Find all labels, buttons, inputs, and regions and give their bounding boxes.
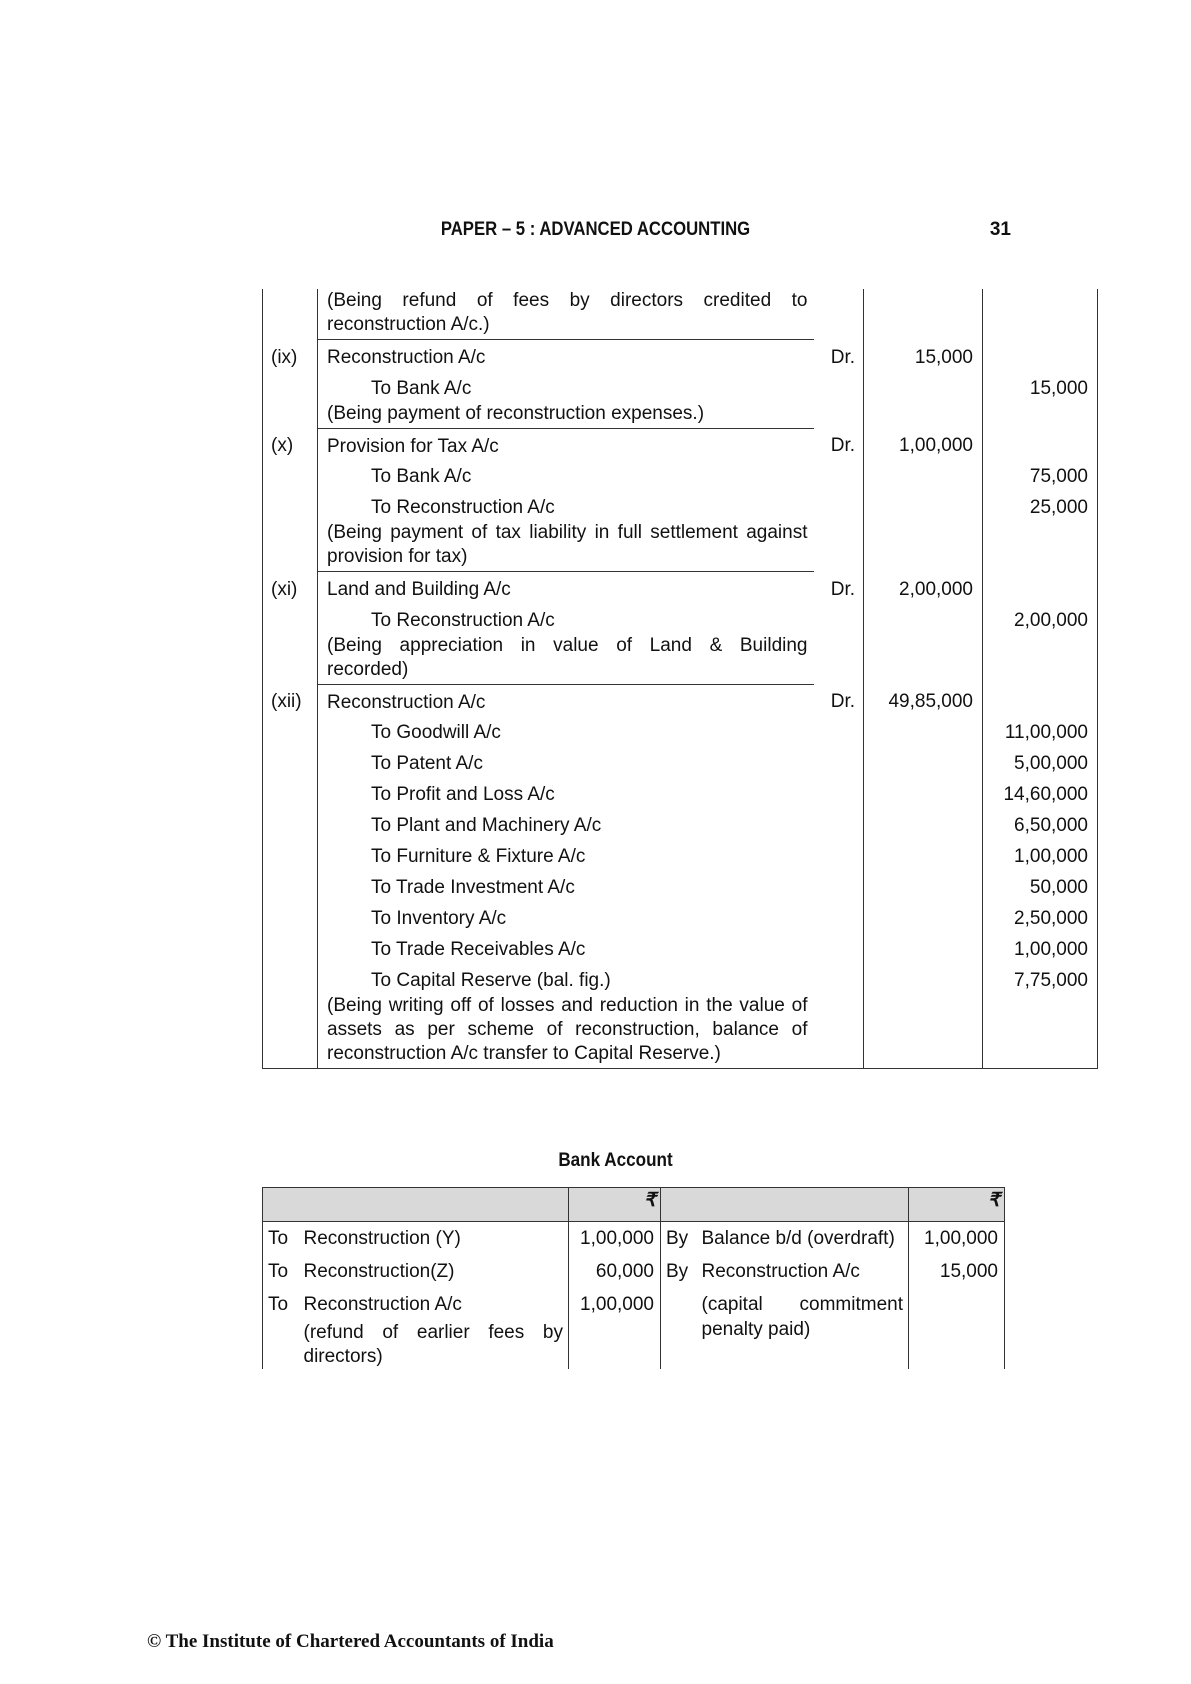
credit-amount: 15,000 <box>983 371 1098 402</box>
debit-amount: 60,000 <box>569 1255 661 1288</box>
credit-account: To Bank A/c <box>371 377 472 399</box>
debit-amount: 2,00,000 <box>864 572 983 603</box>
entry-number: (xi) <box>263 572 318 603</box>
credit-amount: 50,000 <box>983 870 1098 901</box>
credit-amount: 25,000 <box>983 490 1098 521</box>
credit-amount: 6,50,000 <box>983 808 1098 839</box>
journal-credit-row <box>263 932 1098 963</box>
bank-account-title: Bank Account <box>558 1150 673 1171</box>
journal-credit-row <box>263 746 1098 777</box>
debit-prefix: To <box>263 1255 299 1288</box>
credit-note: (capital commitment penalty paid) <box>701 1293 903 1340</box>
entry-number: (x) <box>263 428 318 459</box>
narration-text: (Being payment of tax liability in full settlement against provision for tax) <box>318 521 814 572</box>
debit-amount: 1,00,000 <box>569 1222 661 1255</box>
bank-row <box>263 1255 1005 1288</box>
narration-text: (Being writing off of losses and reduction in the value of assets as per scheme of reconstruction, balance of reconstruction A/c transfer to Capital Reserve.) <box>318 994 814 1069</box>
bank-row <box>263 1222 1005 1255</box>
journal-credit-row <box>263 490 1098 521</box>
debit-particular: Reconstruction A/c <box>303 1293 462 1315</box>
journal-credit-row <box>263 870 1098 901</box>
journal-credit-row <box>263 371 1098 402</box>
narration-text: (Being payment of reconstruction expenses.) <box>318 402 814 429</box>
debit-particular: Reconstruction (Y) <box>303 1228 461 1249</box>
debit-prefix: To <box>263 1288 299 1369</box>
debit-account: Reconstruction A/c <box>318 340 814 371</box>
journal-entry-row <box>263 572 1098 603</box>
dr-label: Dr. <box>830 691 855 712</box>
rupee-symbol-icon: ₹ <box>569 1188 661 1222</box>
credit-account: To Goodwill A/c <box>371 722 501 743</box>
credit-account: To Furniture & Fixture A/c <box>371 846 586 867</box>
journal-credit-row <box>263 839 1098 870</box>
credit-prefix: By <box>661 1222 697 1255</box>
credit-amount: 14,60,000 <box>983 777 1098 808</box>
credit-account: To Inventory A/c <box>371 908 507 929</box>
dr-label: Dr. <box>830 435 855 456</box>
credit-account: To Patent A/c <box>371 753 483 774</box>
journal-narration-row <box>263 994 1098 1069</box>
credit-amount: 7,75,000 <box>983 963 1098 994</box>
debit-note: (refund of earlier fees by directors) <box>303 1321 563 1367</box>
dr-label: Dr. <box>830 578 855 600</box>
journal-credit-row <box>263 603 1098 634</box>
entry-number: (xii) <box>263 684 318 715</box>
journal-table <box>262 289 1098 1069</box>
page-number: 31 <box>989 219 1011 240</box>
credit-amount: 2,00,000 <box>983 603 1098 634</box>
journal-credit-row <box>263 963 1098 994</box>
debit-amount: 49,85,000 <box>864 684 983 715</box>
bank-row <box>263 1288 1005 1369</box>
rupee-symbol-icon: ₹ <box>909 1188 1005 1222</box>
debit-amount: 1,00,000 <box>864 428 983 459</box>
journal-narration-row <box>263 521 1098 572</box>
journal-entry-row <box>263 340 1098 371</box>
journal-credit-row <box>263 808 1098 839</box>
narration-text: (Being appreciation in value of Land & Building recorded) <box>318 634 814 685</box>
credit-account: To Plant and Machinery A/c <box>371 815 602 836</box>
debit-account: Reconstruction A/c <box>318 684 814 715</box>
journal-credit-row <box>263 777 1098 808</box>
bank-header-row <box>263 1188 1005 1222</box>
copyright-footer: © The Institute of Chartered Accountants of India <box>147 1631 554 1652</box>
credit-account: To Trade Investment A/c <box>371 877 575 898</box>
credit-amount: 11,00,000 <box>983 715 1098 746</box>
credit-account: To Profit and Loss A/c <box>371 784 555 805</box>
journal-entry-row <box>263 684 1098 715</box>
credit-account: To Reconstruction A/c <box>371 609 555 631</box>
credit-amount: 5,00,000 <box>983 746 1098 777</box>
credit-amount: 15,000 <box>909 1255 1005 1288</box>
credit-amount: 75,000 <box>983 459 1098 490</box>
narration-text: (Being refund of fees by directors credited to reconstruction A/c.) <box>318 289 814 340</box>
debit-amount: 15,000 <box>864 340 983 371</box>
entry-number: (ix) <box>263 340 318 371</box>
debit-amount: 1,00,000 <box>569 1288 661 1369</box>
credit-particular: Balance b/d (overdraft) <box>701 1228 895 1249</box>
journal-credit-row <box>263 459 1098 490</box>
debit-particular-cell <box>299 1288 569 1369</box>
debit-account: Land and Building A/c <box>318 572 814 603</box>
credit-prefix: By <box>661 1255 697 1288</box>
credit-amount: 1,00,000 <box>909 1222 1005 1255</box>
debit-account: Provision for Tax A/c <box>318 428 814 459</box>
debit-particular: Reconstruction(Z) <box>303 1260 455 1282</box>
debit-prefix: To <box>263 1222 299 1255</box>
credit-account: To Capital Reserve (bal. fig.) <box>371 970 611 991</box>
journal-narration-row <box>263 402 1098 429</box>
credit-amount: 2,50,000 <box>983 901 1098 932</box>
journal-entry-row <box>263 428 1098 459</box>
credit-account: To Trade Receivables A/c <box>371 939 586 960</box>
journal-credit-row <box>263 901 1098 932</box>
credit-account: To Bank A/c <box>371 466 472 487</box>
page-header-title: PAPER – 5 : ADVANCED ACCOUNTING <box>440 219 751 240</box>
journal-narration-row <box>263 634 1098 685</box>
credit-amount: 1,00,000 <box>983 839 1098 870</box>
credit-amount: 1,00,000 <box>983 932 1098 963</box>
bank-account-table <box>262 1187 1005 1369</box>
credit-account: To Reconstruction A/c <box>371 497 555 518</box>
dr-label: Dr. <box>830 346 855 368</box>
journal-intro-narration-row <box>263 289 1098 340</box>
credit-particular: Reconstruction A/c <box>701 1260 860 1282</box>
journal-credit-row <box>263 715 1098 746</box>
